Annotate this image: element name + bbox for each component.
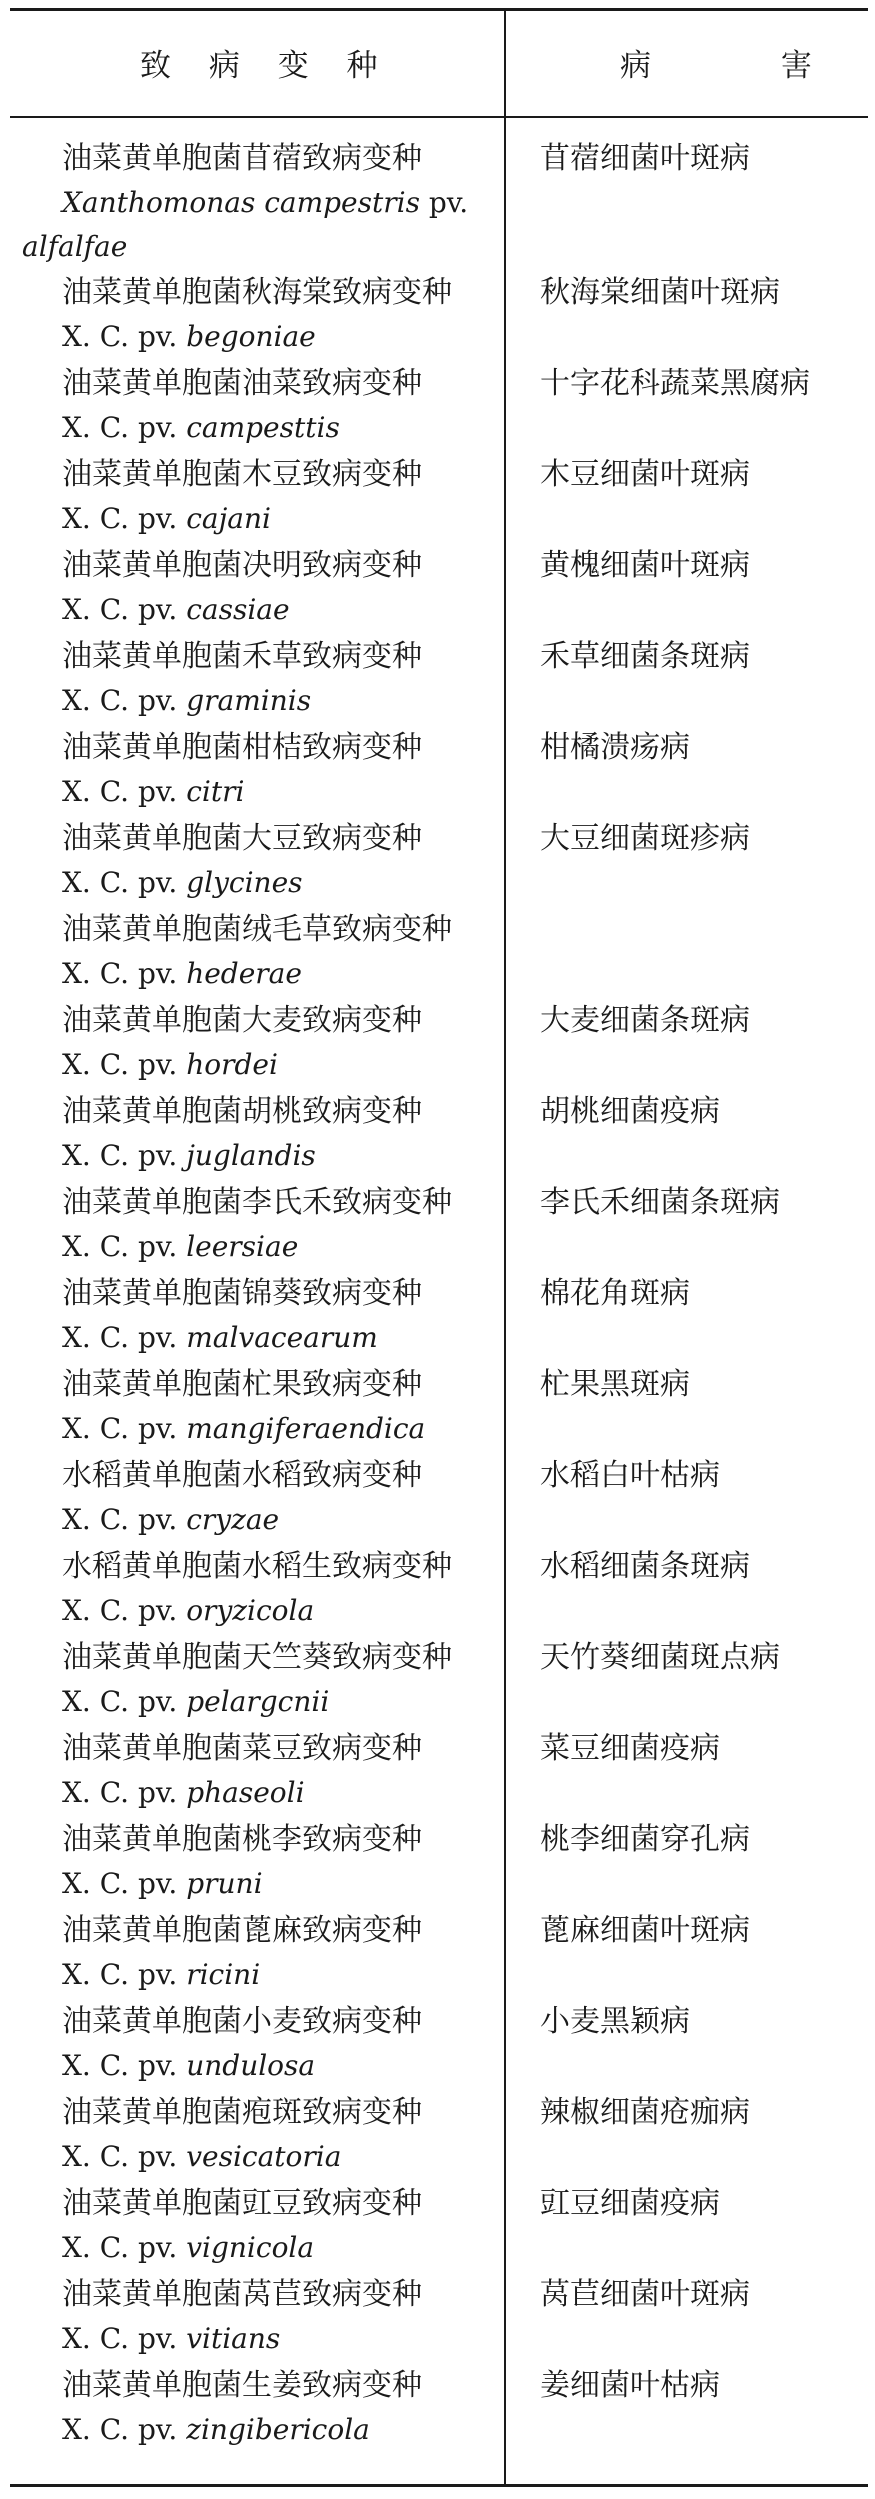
scientific-abbrev: X. C. bbox=[62, 1958, 130, 1991]
disease-name: 十字花科蔬菜黑腐病 bbox=[540, 366, 810, 401]
disease-name: 辣椒细菌疮痂病 bbox=[540, 2095, 750, 2130]
pathovar-abbrev: pv. bbox=[137, 1048, 178, 1081]
scientific-abbrev: X. C. bbox=[62, 1776, 130, 1809]
column-header-pathovar: 致 病 变 种 bbox=[140, 48, 392, 84]
pathovar-epithet: campesttis bbox=[186, 411, 340, 444]
pathovar-abbrev: pv. bbox=[137, 1776, 178, 1809]
table-row bbox=[0, 2272, 875, 2363]
scientific-abbrev: X. C. bbox=[62, 1685, 130, 1718]
table-row bbox=[0, 1453, 875, 1544]
pathovar-chinese-name: 油菜黄单胞菌绒毛草致病变种 bbox=[62, 912, 452, 947]
pathovar-epithet: vitians bbox=[186, 2322, 281, 2355]
pathovar-epithet: cassiae bbox=[186, 593, 290, 626]
table-row bbox=[0, 2181, 875, 2272]
scientific-abbrev: X. C. bbox=[62, 775, 130, 808]
pathovar-epithet: cajani bbox=[186, 502, 271, 535]
column-header-disease: 病 害 bbox=[620, 48, 872, 84]
table-row bbox=[0, 136, 875, 270]
pathovar-scientific-name bbox=[62, 1134, 316, 1178]
pathovar-epithet: graminis bbox=[186, 684, 312, 717]
table-row bbox=[0, 1271, 875, 1362]
disease-name: 大豆细菌斑疹病 bbox=[540, 821, 750, 856]
pathovar-epithet: alfalfae bbox=[22, 230, 128, 263]
pathovar-scientific-name bbox=[62, 679, 311, 723]
scientific-genus-species: Xanthomonas campestris bbox=[62, 186, 420, 219]
disease-name: 菜豆细菌疫病 bbox=[540, 1731, 720, 1766]
pathovar-epithet: pelargcnii bbox=[186, 1685, 330, 1718]
pathovar-abbrev: pv. bbox=[428, 186, 469, 219]
disease-name: 杧果黑斑病 bbox=[540, 1367, 690, 1402]
table-row bbox=[0, 1817, 875, 1908]
pathovar-scientific-name bbox=[62, 1407, 425, 1451]
pathovar-abbrev: pv. bbox=[137, 1867, 178, 1900]
pathovar-scientific-name bbox=[62, 315, 316, 359]
pathovar-abbrev: pv. bbox=[137, 1230, 178, 1263]
pathovar-abbrev: pv. bbox=[137, 775, 178, 808]
pathovar-chinese-name: 油菜黄单胞菌菜豆致病变种 bbox=[62, 1731, 422, 1766]
scientific-abbrev: X. C. bbox=[62, 2413, 130, 2446]
pathovar-epithet: vignicola bbox=[186, 2231, 315, 2264]
pathovar-scientific-name bbox=[62, 2226, 314, 2270]
pathovar-abbrev: pv. bbox=[137, 1503, 178, 1536]
pathovar-chinese-name: 油菜黄单胞菌疱斑致病变种 bbox=[62, 2095, 422, 2130]
disease-name: 豇豆细菌疫病 bbox=[540, 2186, 720, 2221]
pathovar-abbrev: pv. bbox=[137, 1412, 178, 1445]
disease-name: 水稻细菌条斑病 bbox=[540, 1549, 750, 1584]
table-row bbox=[0, 998, 875, 1089]
scientific-abbrev: X. C. bbox=[62, 1867, 130, 1900]
pathovar-abbrev: pv. bbox=[137, 684, 178, 717]
scientific-abbrev: X. C. bbox=[62, 1594, 130, 1627]
pathovar-abbrev: pv. bbox=[137, 866, 178, 899]
disease-name: 天竹葵细菌斑点病 bbox=[540, 1640, 780, 1675]
pathovar-scientific-name bbox=[62, 2135, 341, 2179]
pathovar-epithet: phaseoli bbox=[186, 1776, 305, 1809]
pathovar-abbrev: pv. bbox=[137, 957, 178, 990]
pathovar-scientific-name bbox=[62, 497, 271, 541]
scientific-abbrev: X. C. bbox=[62, 684, 130, 717]
table-row bbox=[0, 270, 875, 361]
pathovar-chinese-name: 油菜黄单胞菌木豆致病变种 bbox=[62, 457, 422, 492]
scientific-abbrev: X. C. bbox=[62, 2140, 130, 2173]
scientific-abbrev: X. C. bbox=[62, 957, 130, 990]
pathovar-chinese-name: 油菜黄单胞菌桃李致病变种 bbox=[62, 1822, 422, 1857]
pathovar-abbrev: pv. bbox=[137, 320, 178, 353]
scientific-abbrev: X. C. bbox=[62, 866, 130, 899]
pathovar-chinese-name: 油菜黄单胞菌生姜致病变种 bbox=[62, 2368, 422, 2403]
pathovar-chinese-name: 油菜黄单胞菌决明致病变种 bbox=[62, 548, 422, 583]
pathovar-abbrev: pv. bbox=[137, 502, 178, 535]
disease-name: 李氏禾细菌条斑病 bbox=[540, 1185, 780, 1220]
pathovar-epithet: undulosa bbox=[186, 2049, 316, 2082]
disease-name: 秋海棠细菌叶斑病 bbox=[540, 275, 780, 310]
disease-name: 棉花角斑病 bbox=[540, 1276, 690, 1311]
disease-name: 大麦细菌条斑病 bbox=[540, 1003, 750, 1038]
pathovar-chinese-name: 油菜黄单胞菌油菜致病变种 bbox=[62, 366, 422, 401]
pathovar-chinese-name: 油菜黄单胞菌禾草致病变种 bbox=[62, 639, 422, 674]
table-row bbox=[0, 1908, 875, 1999]
scientific-abbrev: X. C. bbox=[62, 2231, 130, 2264]
table-row bbox=[0, 361, 875, 452]
pathovar-scientific-name bbox=[62, 406, 340, 450]
pathovar-chinese-name: 油菜黄单胞菌胡桃致病变种 bbox=[62, 1094, 422, 1129]
pathovar-chinese-name: 油菜黄单胞菌苜蓿致病变种 bbox=[62, 141, 422, 176]
pathovar-scientific-name bbox=[62, 2408, 370, 2452]
disease-name: 柑橘溃疡病 bbox=[540, 730, 690, 765]
scientific-abbrev: X. C. bbox=[62, 320, 130, 353]
disease-name: 水稻白叶枯病 bbox=[540, 1458, 720, 1493]
table-row bbox=[0, 725, 875, 816]
pathovar-chinese-name: 油菜黄单胞菌天竺葵致病变种 bbox=[62, 1640, 452, 1675]
pathovar-chinese-name: 油菜黄单胞菌杧果致病变种 bbox=[62, 1367, 422, 1402]
pathovar-scientific-name bbox=[62, 2044, 315, 2088]
pathovar-chinese-name: 油菜黄单胞菌小麦致病变种 bbox=[62, 2004, 422, 2039]
pathovar-chinese-name: 油菜黄单胞菌大豆致病变种 bbox=[62, 821, 422, 856]
disease-name: 黄槐细菌叶斑病 bbox=[540, 548, 750, 583]
pathovar-scientific-name bbox=[62, 1862, 263, 1906]
pathovar-epithet: citri bbox=[186, 775, 245, 808]
disease-name: 胡桃细菌疫病 bbox=[540, 1094, 720, 1129]
pathovar-chinese-name: 油菜黄单胞菌李氏禾致病变种 bbox=[62, 1185, 452, 1220]
table-row bbox=[0, 452, 875, 543]
scientific-abbrev: X. C. bbox=[62, 2322, 130, 2355]
table-row bbox=[0, 1999, 875, 2090]
pathovar-abbrev: pv. bbox=[137, 1958, 178, 1991]
scientific-abbrev: X. C. bbox=[62, 1321, 130, 1354]
pathovar-chinese-name: 油菜黄单胞菌锦葵致病变种 bbox=[62, 1276, 422, 1311]
pathovar-chinese-name: 水稻黄单胞菌水稻生致病变种 bbox=[62, 1549, 452, 1584]
pathovar-scientific-name bbox=[62, 1316, 378, 1360]
pathovar-abbrev: pv. bbox=[137, 2322, 178, 2355]
pathovar-scientific-name bbox=[62, 1043, 278, 1087]
scientific-abbrev: X. C. bbox=[62, 1139, 130, 1172]
pathovar-chinese-name: 油菜黄单胞菌大麦致病变种 bbox=[62, 1003, 422, 1038]
table-row bbox=[0, 1180, 875, 1271]
scientific-abbrev: X. C. bbox=[62, 411, 130, 444]
pathovar-epithet: juglandis bbox=[186, 1139, 316, 1172]
pathovar-abbrev: pv. bbox=[137, 1685, 178, 1718]
header-rule bbox=[10, 116, 868, 118]
pathovar-abbrev: pv. bbox=[137, 411, 178, 444]
pathovar-scientific-name bbox=[62, 1680, 329, 1724]
table-body bbox=[0, 136, 875, 2454]
pathovar-epithet: oryzicola bbox=[186, 1594, 315, 1627]
pathovar-scientific-name bbox=[62, 588, 290, 632]
pathovar-epithet: zingibericola bbox=[186, 2413, 370, 2446]
disease-name: 小麦黑颖病 bbox=[540, 2004, 690, 2039]
pathovar-abbrev: pv. bbox=[137, 2231, 178, 2264]
table-row bbox=[0, 543, 875, 634]
pathovar-epithet: ricini bbox=[186, 1958, 261, 1991]
pathovar-abbrev: pv. bbox=[137, 1321, 178, 1354]
pathovar-scientific-name bbox=[62, 1225, 298, 1269]
disease-name: 苜蓿细菌叶斑病 bbox=[540, 141, 750, 176]
pathovar-epithet: glycines bbox=[186, 866, 303, 899]
pathovar-epithet: malvacearum bbox=[186, 1321, 378, 1354]
disease-name: 莴苣细菌叶斑病 bbox=[540, 2277, 750, 2312]
table-row bbox=[0, 634, 875, 725]
pathovar-abbrev: pv. bbox=[137, 2140, 178, 2173]
disease-name: 蓖麻细菌叶斑病 bbox=[540, 1913, 750, 1948]
table-row bbox=[0, 907, 875, 998]
scientific-abbrev: X. C. bbox=[62, 2049, 130, 2082]
pathovar-scientific-name bbox=[62, 1771, 305, 1815]
pathovar-epithet: pruni bbox=[186, 1867, 263, 1900]
pathovar-epithet: mangiferaendica bbox=[186, 1412, 426, 1445]
scientific-abbrev: X. C. bbox=[62, 1230, 130, 1263]
table-bottom-rule bbox=[10, 2484, 868, 2487]
pathovar-chinese-name: 油菜黄单胞菌蓖麻致病变种 bbox=[62, 1913, 422, 1948]
pathovar-scientific-name bbox=[62, 952, 302, 996]
table-top-rule bbox=[10, 8, 868, 11]
table-row bbox=[0, 1544, 875, 1635]
table-row bbox=[0, 1089, 875, 1180]
pathovar-chinese-name: 油菜黄单胞菌秋海棠致病变种 bbox=[62, 275, 452, 310]
pathovar-abbrev: pv. bbox=[137, 1594, 178, 1627]
pathovar-epithet: cryzae bbox=[186, 1503, 280, 1536]
table-row bbox=[0, 1726, 875, 1817]
pathovar-scientific-name bbox=[62, 2317, 280, 2361]
pathovar-epithet: hordei bbox=[186, 1048, 278, 1081]
disease-name: 姜细菌叶枯病 bbox=[540, 2368, 720, 2403]
scientific-abbrev: X. C. bbox=[62, 1503, 130, 1536]
pathovar-scientific-name bbox=[62, 1498, 279, 1542]
pathovar-epithet: hederae bbox=[186, 957, 302, 990]
scientific-abbrev: X. C. bbox=[62, 1412, 130, 1445]
pathovar-scientific-name bbox=[62, 1953, 260, 1997]
pathovar-abbrev: pv. bbox=[137, 1139, 178, 1172]
pathovar-scientific-name bbox=[62, 1589, 314, 1633]
table-row bbox=[0, 2090, 875, 2181]
pathovar-chinese-name: 水稻黄单胞菌水稻致病变种 bbox=[62, 1458, 422, 1493]
pathovar-chinese-name: 油菜黄单胞菌柑桔致病变种 bbox=[62, 730, 422, 765]
pathovar-chinese-name: 油菜黄单胞菌莴苣致病变种 bbox=[62, 2277, 422, 2312]
pathovar-abbrev: pv. bbox=[137, 2049, 178, 2082]
disease-name: 桃李细菌穿孔病 bbox=[540, 1822, 750, 1857]
pathovar-scientific-name bbox=[62, 861, 303, 905]
table-row bbox=[0, 2363, 875, 2454]
table-row bbox=[0, 1635, 875, 1726]
pathovar-epithet: leersiae bbox=[186, 1230, 299, 1263]
scientific-abbrev: X. C. bbox=[62, 593, 130, 626]
scientific-abbrev: X. C. bbox=[62, 1048, 130, 1081]
pathovar-abbrev: pv. bbox=[137, 593, 178, 626]
pathovar-epithet: vesicatoria bbox=[186, 2140, 342, 2173]
table-row bbox=[0, 1362, 875, 1453]
disease-name: 木豆细菌叶斑病 bbox=[540, 457, 750, 492]
pathovar-abbrev: pv. bbox=[137, 2413, 178, 2446]
table-row bbox=[0, 816, 875, 907]
pathovar-epithet: begoniae bbox=[186, 320, 316, 353]
pathovar-scientific-name bbox=[22, 181, 502, 269]
pathovar-chinese-name: 油菜黄单胞菌豇豆致病变种 bbox=[62, 2186, 422, 2221]
scientific-abbrev: X. C. bbox=[62, 502, 130, 535]
pathovar-scientific-name bbox=[62, 770, 244, 814]
disease-name: 禾草细菌条斑病 bbox=[540, 639, 750, 674]
